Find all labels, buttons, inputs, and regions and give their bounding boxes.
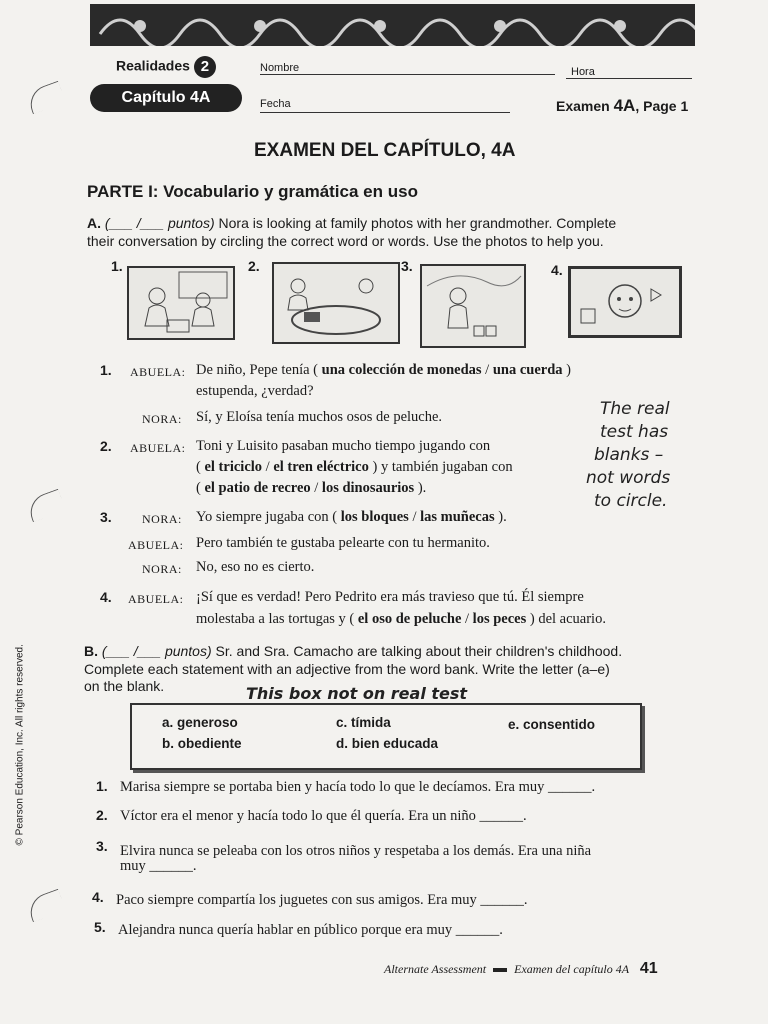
option-los-dinosaurios[interactable]: los dinosaurios bbox=[321, 480, 415, 496]
part-b-instructions-line3: on the blank. bbox=[84, 678, 165, 694]
word-bank-item: d. bien educada bbox=[336, 736, 439, 751]
option-las-munecas[interactable]: las muñecas bbox=[420, 509, 495, 525]
word-bank-item: e. consentido bbox=[508, 717, 596, 732]
hora-line[interactable] bbox=[566, 78, 692, 79]
part-a-instructions: A. (___ /___ puntos) Nora is looking at family photos with her grandmother. Complete bbox=[87, 215, 617, 231]
option-el-oso-de-peluche[interactable]: el oso de peluche bbox=[357, 611, 462, 627]
word-bank-item: c. tímida bbox=[336, 715, 391, 730]
exam-page-label: Examen 4A, Page 1 bbox=[556, 96, 689, 115]
fecha-label: Fecha bbox=[260, 98, 291, 110]
ornament-icon bbox=[90, 4, 695, 46]
photo-train-set bbox=[272, 262, 400, 344]
toy-train-icon bbox=[274, 264, 398, 342]
footer: Alternate Assessment Examen del capítulo 4A 41 bbox=[384, 960, 658, 977]
photo-number: 2. bbox=[248, 258, 260, 274]
level-badge: 2 bbox=[194, 56, 216, 78]
part1-heading: PARTE I: Vocabulario y gramática en uso bbox=[87, 182, 418, 201]
part-a-instructions-line2: their conversation by circling the correct word or words. Use the photos to help you. bbox=[87, 233, 604, 249]
option-una-coleccion[interactable]: una colección de monedas bbox=[321, 362, 482, 378]
option-el-triciclo[interactable]: el triciclo bbox=[204, 459, 263, 475]
photo-blocks bbox=[420, 264, 526, 348]
page-number: 41 bbox=[639, 960, 658, 977]
option-los-bloques[interactable]: los bloques bbox=[340, 509, 409, 525]
nombre-label: Nombre bbox=[260, 62, 300, 74]
hora-label: Hora bbox=[571, 66, 595, 78]
photo-number: 1. bbox=[111, 258, 123, 274]
binder-mark-icon bbox=[25, 81, 66, 115]
option-el-patio-de-recreo[interactable]: el patio de recreo bbox=[204, 480, 311, 496]
child-blocks-icon bbox=[422, 266, 524, 346]
child-aquarium-icon bbox=[571, 269, 679, 335]
part-b-instructions: B. (___ /___ puntos) Sr. and Sra. Camacho are talking about their children's childhood. bbox=[84, 643, 623, 659]
series-label: Realidades 2 bbox=[116, 56, 216, 78]
binder-mark-icon bbox=[25, 489, 66, 523]
page-title: EXAMEN DEL CAPÍTULO, 4A bbox=[254, 140, 516, 161]
photo-coin-collection bbox=[127, 266, 235, 340]
handwritten-box-note: This box not on real test bbox=[246, 684, 468, 703]
copyright-notice: © Pearson Education, Inc. All rights reserved. bbox=[14, 644, 26, 846]
option-una-cuerda[interactable]: una cuerda bbox=[492, 362, 563, 378]
part-b-instructions-line2: Complete each statement with an adjective from the word bank. Write the letter (a–e) bbox=[84, 661, 610, 677]
photo-aquarium bbox=[568, 266, 682, 338]
option-el-tren-electrico[interactable]: el tren eléctrico bbox=[273, 459, 369, 475]
handwritten-note: The real test has blanks – not words to circle. bbox=[586, 399, 671, 511]
footer-divider-icon bbox=[493, 968, 507, 972]
photo-number: 4. bbox=[551, 262, 563, 278]
word-bank-item: a. generoso bbox=[162, 715, 238, 730]
word-bank bbox=[130, 703, 642, 770]
fecha-line[interactable] bbox=[260, 112, 510, 113]
binder-mark-icon bbox=[25, 889, 66, 923]
nombre-line[interactable] bbox=[260, 74, 555, 75]
children-playing-icon bbox=[129, 268, 233, 338]
decorative-header-border bbox=[90, 4, 695, 46]
chapter-pill: Capítulo 4A bbox=[90, 84, 242, 112]
word-bank-item: b. obediente bbox=[162, 736, 242, 751]
photo-number: 3. bbox=[401, 258, 413, 274]
option-los-peces[interactable]: los peces bbox=[472, 611, 527, 627]
